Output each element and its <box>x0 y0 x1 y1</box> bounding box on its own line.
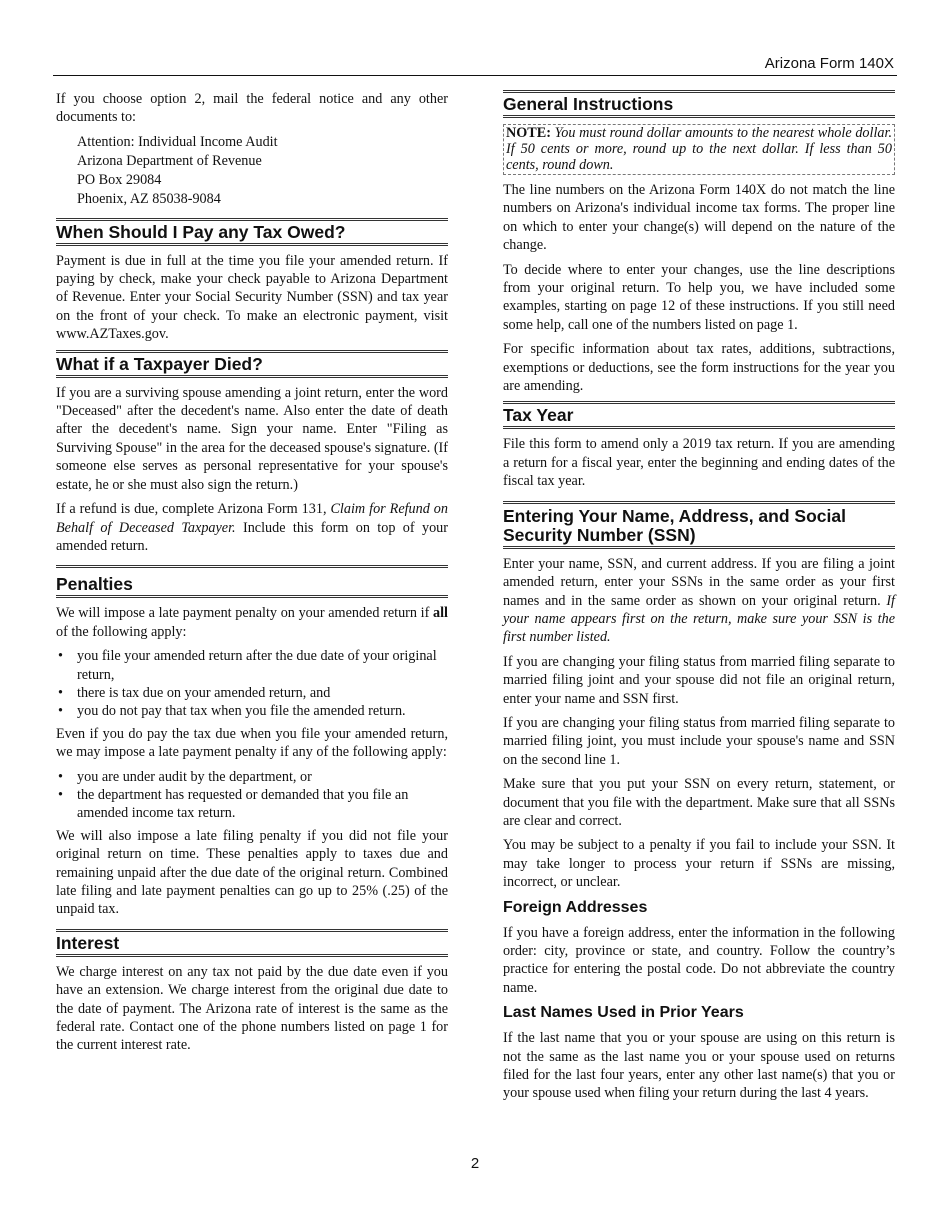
penalties-intro-b: of the following apply: <box>56 623 187 640</box>
penalties-intro-a: We will impose a late payment penalty on your amended return if <box>56 605 434 622</box>
heading-penalties: Penalties <box>56 565 448 598</box>
mailing-address <box>77 133 448 210</box>
note-text: You must round dollar amounts to the nearest whole dollar. If 50 cents or more, round up to the next dollar. If less than 50 cents, round down. <box>506 125 892 173</box>
rounding-note <box>503 124 895 175</box>
heading-tax-year: Tax Year <box>503 401 895 429</box>
penalty-conditions-list <box>56 647 448 721</box>
address-line: Phoenix, AZ 85038-9084 <box>77 191 221 208</box>
address-line: Attention: Individual Income Audit <box>77 133 278 150</box>
list-item: • you file your amended return after the due date of your original return, <box>56 647 448 684</box>
heading-foreign-addresses: Foreign Addresses <box>503 898 648 916</box>
penalties-intro <box>56 604 448 641</box>
address-line: Arizona Department of Revenue <box>77 153 262 170</box>
mail-intro: If you choose option 2, mail the federal notice and any other documents to: <box>56 91 448 126</box>
name-paragraph-3: If you are changing your filing status from married filing separate to married filing joint, you must include your spouse's name and SSN on the second line 1. <box>503 714 895 768</box>
header-rule <box>53 75 897 76</box>
left-column <box>56 90 448 1061</box>
page-number: 2 <box>470 1155 480 1172</box>
heading-general-instructions: General Instructions <box>503 90 895 118</box>
refund-text-a: If a refund is due, complete Arizona Form 131, <box>56 501 331 518</box>
right-column <box>503 90 895 1109</box>
tax-year-text: File this form to amend only a 2019 tax return. If you are amending a return for a fiscal year, enter the beginning and ending dates of the fiscal tax year. <box>503 436 895 490</box>
name-paragraph-1 <box>503 555 895 647</box>
heading-name-address-ssn: Entering Your Name, Address, and Social Security Number (SSN) <box>503 501 895 549</box>
general-paragraph-1: The line numbers on the Arizona Form 140X do not match the line numbers on Arizona's individual income tax forms. The proper line on which to enter your change(s) will depend on the nature of the change. <box>503 182 895 254</box>
list-item: • there is tax due on your amended return, and <box>56 684 448 702</box>
refund-text <box>56 500 448 555</box>
refund-text-b: Include this form on top of your amended return. <box>56 519 449 554</box>
name-paragraph-1-italic: If your name appears first on the return, make sure your SSN is the first number listed. <box>503 592 895 646</box>
heading-interest: Interest <box>56 929 448 957</box>
penalties-paragraph-2: Even if you do pay the tax due when you file your amended return, we may impose a late payment penalty if any of the following apply: <box>56 725 448 761</box>
list-item: • you are under audit by the department, or <box>56 768 448 786</box>
pay-tax-text: Payment is due in full at the time you file your amended return. If paying by check, make your check payable to Arizona Department of Revenue. Enter your Social Security Number (SSN) and tax year on the front of your check. To make an electronic payment, visit www.AZTaxes.gov. <box>56 252 448 343</box>
last-names-text: If the last name that you or your spouse are using on this return is not the same as the last name you or your spouse used on returns filed for the last four years, enter any other last name(s) that you or your spouse used when filing your return during the last 4 years. <box>503 1030 895 1102</box>
heading-last-names: Last Names Used in Prior Years <box>503 1004 744 1022</box>
name-paragraph-1-a: Enter your name, SSN, and current address. If you are filing a joint amended return, enter your SSNs in the same order as your first names and in the same order as shown on your original return. <box>503 555 895 609</box>
general-paragraph-2: To decide where to enter your changes, use the line descriptions from your original return. To help you, we have included some examples, starting on page 12 of these instructions. If you still need some help, call one of the numbers listed on page 1. <box>503 261 895 333</box>
taxpayer-died-text: If you are a surviving spouse amending a joint return, enter the word "Deceased" after the decedent's name. Also enter the date of death after the decedent's name. Sign your name. Enter "Filing as Surviving Spouse" in the area for the deceased spouse's signature. (If someone else serves as personal representative for your spouse's estate, he or she must also sign the return.) <box>56 384 448 493</box>
heading-pay-tax: When Should I Pay any Tax Owed? <box>56 218 448 246</box>
penalties-paragraph-3: We will also impose a late filing penalty if you did not file your original return on time. These penalties apply to taxes due and remaining unpaid after the due date of the original return. Combined late filing and late payment penalties can go up to 25% (.25) of the unpaid tax. <box>56 827 448 918</box>
note-label: NOTE: <box>506 125 551 141</box>
address-line: PO Box 29084 <box>77 172 162 189</box>
general-paragraph-3: For specific information about tax rates, additions, subtractions, exemptions or deductions, see the form instructions for the year you are amending. <box>503 341 895 395</box>
name-paragraph-5: You may be subject to a penalty if you fail to include your SSN. It may take longer to process your return if SSNs are missing, incorrect, or unclear. <box>503 837 895 891</box>
list-item: • the department has requested or demanded that you file an amended income tax return. <box>56 786 448 823</box>
name-paragraph-2: If you are changing your filing status from married filing separate to married filing joint and your spouse did not file an original return, enter your name and SSN first. <box>503 653 895 707</box>
foreign-addresses-text: If you have a foreign address, enter the information in the following order: city, province or state, and country. Follow the country’s practice for entering the postal code. Do not abbreviate the country name. <box>503 924 895 996</box>
penalty-audit-list <box>56 768 448 823</box>
list-item: • you do not pay that tax when you file the amended return. <box>56 702 448 720</box>
form-131-title: Claim for Refund on Behalf of Deceased Taxpayer. <box>56 501 448 536</box>
heading-taxpayer-died: What if a Taxpayer Died? <box>56 350 448 378</box>
form-title: Arizona Form 140X <box>764 55 894 72</box>
penalties-intro-bold: all <box>433 605 448 622</box>
interest-text: We charge interest on any tax not paid by the due date even if you have an extension. We charge interest from the original due date to the date of payment. The Arizona rate of interest is the same as the federal rate. Contact one of the phone numbers listed on page 1 for the current interest rate. <box>56 963 448 1054</box>
name-paragraph-4: Make sure that you put your SSN on every return, statement, or document that you file with the department. Make sure that all SSNs are clear and correct. <box>503 776 895 829</box>
